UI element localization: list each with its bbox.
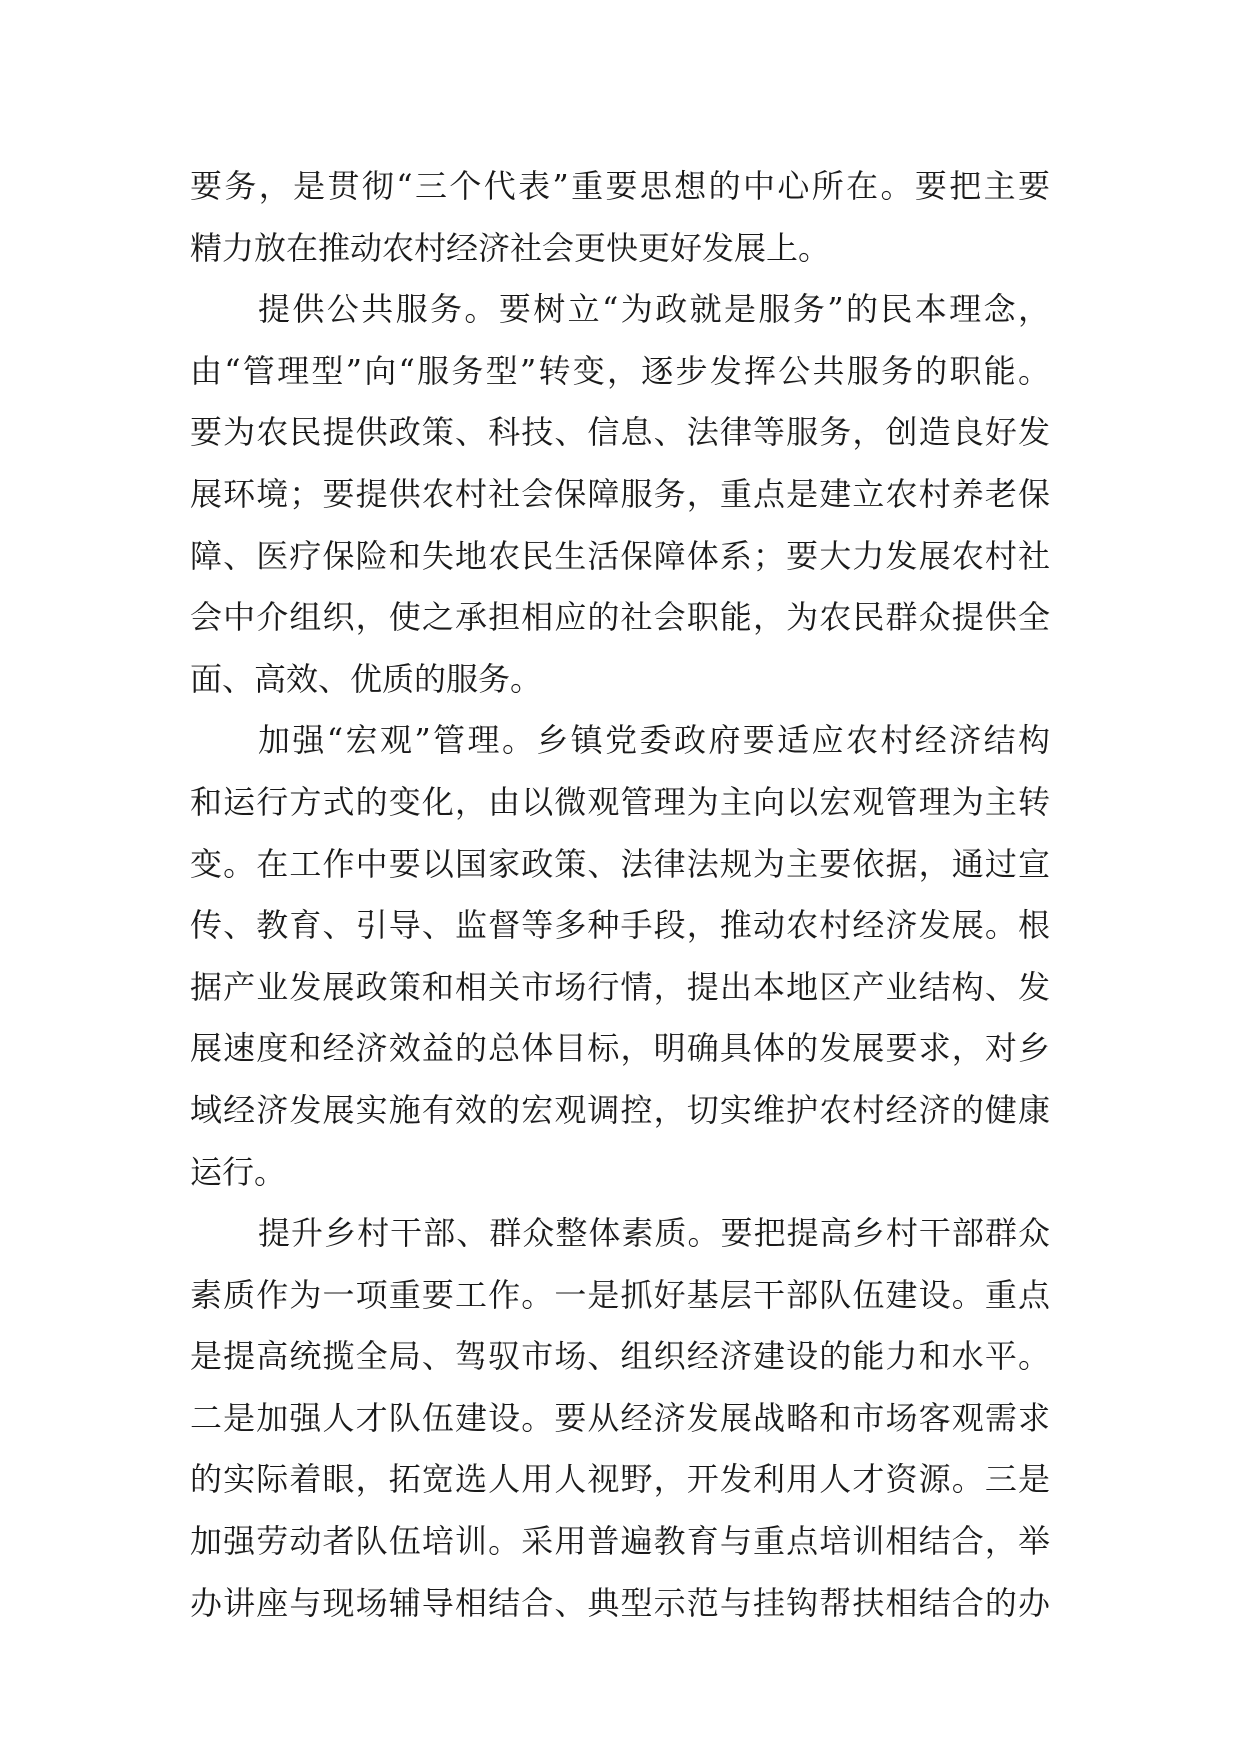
- text-line: 面、高效、优质的服务。: [190, 659, 543, 698]
- text-line: 展速度和经济效益的总体目标，明确具体的发展要求，对乡: [190, 1029, 1050, 1068]
- text-line: 传、教育、引导、监督等多种手段，推动农村经济发展。根: [190, 906, 1050, 945]
- text-line: 域经济发展实施有效的宏观调控，切实维护农村经济的健康: [190, 1090, 1050, 1129]
- text-line: 的实际着眼，拓宽选人用人视野，开发利用人才资源。三是: [190, 1460, 1050, 1499]
- text-line: 由“管理型”向“服务型”转变，逐步发挥公共服务的职能。: [190, 351, 1050, 390]
- text-line: 障、医疗保险和失地农民生活保障体系；要大力发展农村社: [190, 536, 1050, 575]
- text-line: 要务，是贯彻“三个代表”重要思想的中心所在。要把主要: [190, 167, 1050, 205]
- text-line: 运行。: [190, 1152, 287, 1191]
- body-text: [190, 156, 1050, 1634]
- text-line: 是提高统揽全局、驾驭市场、组织经济建设的能力和水平。: [190, 1337, 1050, 1376]
- text-line: 二是加强人才队伍建设。要从经济发展战略和市场客观需求: [190, 1398, 1050, 1437]
- text-line: 素质作为一项重要工作。一是抓好基层干部队伍建设。重点: [190, 1275, 1050, 1314]
- text-line: 加强“宏观”管理。乡镇党委政府要适应农村经济结构: [258, 721, 1050, 760]
- paragraph-macro-management: [190, 710, 1050, 1203]
- text-line: 加强劳动者队伍培训。采用普遍教育与重点培训相结合，举: [190, 1522, 1050, 1561]
- text-line: 变。在工作中要以国家政策、法律法规为主要依据，通过宣: [190, 844, 1050, 883]
- paragraph-intro-continued: [190, 156, 1050, 279]
- paragraph-public-service: [190, 279, 1050, 710]
- text-line: 据产业发展政策和相关市场行情，提出本地区产业结构、发: [190, 967, 1050, 1006]
- text-line: 展环境；要提供农村社会保障服务，重点是建立农村养老保: [190, 474, 1050, 513]
- text-line: 精力放在推动农村经济社会更快更好发展上。: [190, 228, 831, 267]
- paragraph-quality-improvement: [190, 1203, 1050, 1634]
- text-line: 要为农民提供政策、科技、信息、法律等服务，创造良好发: [190, 413, 1050, 452]
- text-line: 和运行方式的变化，由以微观管理为主向以宏观管理为主转: [190, 782, 1050, 821]
- text-line: 会中介组织，使之承担相应的社会职能，为农民群众提供全: [190, 598, 1050, 637]
- text-line: 提供公共服务。要树立“为政就是服务”的民本理念，: [258, 290, 1050, 329]
- text-line: 提升乡村干部、群众整体素质。要把提高乡村干部群众: [258, 1214, 1050, 1253]
- text-line: 办讲座与现场辅导相结合、典型示范与挂钩帮扶相结合的办: [190, 1583, 1050, 1622]
